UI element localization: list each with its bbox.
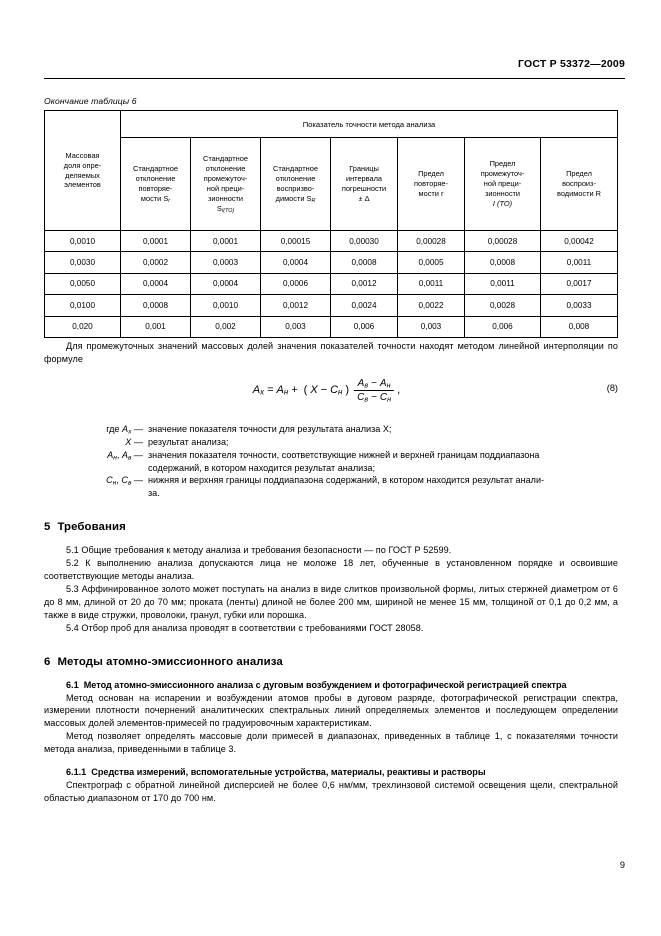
table-cell: 0,0008 (331, 252, 398, 273)
formula-c-lower: $C_н$ (330, 384, 343, 398)
document-body (44, 340, 618, 805)
legend-description: значение показателя точности для результата анализа X; (148, 423, 392, 434)
legend-description: нижняя и верхняя границы поддиапазона содержаний, в котором находится результат анали- (148, 475, 545, 486)
table-cell: 0,0008 (121, 295, 191, 316)
section-heading-6 (44, 656, 618, 668)
formula-comma: , (397, 384, 401, 397)
table-cell: 0,006 (331, 316, 398, 337)
table-cell: 0,0011 (398, 273, 465, 294)
table-cell: 0,0011 (541, 252, 618, 273)
legend-item (44, 449, 618, 462)
section-heading-5 (44, 521, 618, 533)
paragraph-interpolation-intro: Для промежуточных значений массовых долей значения показателей точности находят методом линейной интерполяции по формуле (44, 341, 618, 364)
paragraph-6-1-method-basis: Метод основан на испарении и возбуждении атомов пробы в дуговом разряде, фотографической регистрации спектра, измерении плотности почернений аналитических спектральных линий определяемых элементов и последующем определении массовых долей элементов-примесей по градуировочным характеристикам. (44, 692, 618, 729)
legend-description: результат анализа; (148, 436, 229, 447)
col-header-sd-repeatability: Стандартное отклонение повторяе- мости $S_r$ (121, 138, 191, 231)
formula-numerator: $A_в - A_н$ (357, 377, 391, 390)
col-header-sd-reproducibility: Стандартное отклонение воспризво- димости $S_R$ (261, 138, 331, 231)
page-running-header (44, 58, 625, 80)
table-cell: 0,0006 (261, 273, 331, 294)
table-cell: 0,00030 (331, 231, 398, 252)
table-cell: 0,00015 (261, 231, 331, 252)
table-cell: 0,0030 (45, 252, 121, 273)
paragraph-5-2: 5.2 К выполнению анализа допускаются лица не моложе 18 лет, обученные в установленном порядке и освоившие соответствующие методы анализа. (44, 558, 618, 582)
subsection-heading-6-1-1 (44, 766, 618, 779)
legend-description-cont: содержаний, в котором находится результат анализа; (148, 462, 375, 473)
table-cell: 0,0012 (261, 295, 331, 316)
table-cell: 0,0010 (45, 231, 121, 252)
header-rule (44, 78, 625, 79)
table-row (45, 273, 618, 294)
col-header-sd-intermediate: Стандартное отклонение промежуточ- ной преци- зионности $S_{I(ТО)}$ (191, 138, 261, 231)
paragraph-5-3: 5.3 Аффинированное золото может поступать на анализ в виде слитков произвольной формы, литых стержней диаметром от 6 до 8 мм, длиной от 20 до 70 мм; проката (ленты) длиной не более 200 мм, шириной не менее 15 мм, толщиной от 0,1 до 0,2 мм, а также в виде стружки, проволоки, гранул, губки или порошка. (44, 583, 618, 620)
legend-item (44, 474, 618, 487)
formula-8 (253, 378, 403, 403)
formula-block (44, 378, 618, 412)
table-cell: 0,0012 (331, 273, 398, 294)
table-cell: 0,0004 (121, 273, 191, 294)
subsection-title: Метод атомно-эмиссионного анализа с дуговым возбуждением и фотографической регистрацией спектра (83, 679, 567, 690)
paragraph-5-1: 5.1 Общие требования к методу анализа и требования безопасности — по ГОСТ Р 52599. (66, 545, 452, 556)
table-cell: 0,0004 (261, 252, 331, 273)
section-number: 5 (44, 521, 51, 534)
table-cell: 0,0010 (191, 295, 261, 316)
table-cell: 0,0008 (465, 252, 541, 273)
table-cell: 0,0024 (331, 295, 398, 316)
table-cell: 0,0005 (398, 252, 465, 273)
formula-paren-open: ( (303, 384, 308, 397)
paragraph-5-4: 5.4 Отбор проб для анализа проводят в соответствии с требованиями ГОСТ 28058. (66, 622, 424, 633)
legend-item-cont (44, 462, 618, 475)
legend-term: $A_н$, $A_в$ — (107, 449, 143, 462)
table-row (45, 231, 618, 252)
table-cell: 0,0028 (465, 295, 541, 316)
table-cell: 0,0001 (191, 231, 261, 252)
table-row (45, 316, 618, 337)
formula-equals: = (267, 384, 274, 397)
formula-legend (44, 423, 618, 500)
formula-plus: + (291, 384, 298, 397)
table-cell: 0,0017 (541, 273, 618, 294)
legend-description-cont: за. (148, 488, 160, 499)
legend-item (44, 436, 618, 449)
table-row (45, 252, 618, 273)
legend-term: X — (125, 436, 143, 447)
formula-paren-close: ) (345, 384, 350, 397)
table-cell: 0,001 (121, 316, 191, 337)
subsection-number: 6.1.1 (66, 767, 87, 778)
table-cell: 0,020 (45, 316, 121, 337)
table-cell: 0,0001 (121, 231, 191, 252)
legend-term: где $A_x$ — (106, 423, 143, 436)
standard-number: ГОСТ Р 53372—2009 (517, 58, 625, 70)
section-title: Методы атомно-эмиссионного анализа (57, 655, 283, 668)
formula-fraction (354, 378, 394, 403)
table-row (45, 295, 618, 316)
table-cell: 0,003 (261, 316, 331, 337)
subsection-title: Средства измерений, вспомогательные устройства, материалы, реактивы и растворы (91, 767, 486, 778)
table-cell: 0,0002 (121, 252, 191, 273)
accuracy-table (44, 110, 618, 338)
table-cell: 0,00042 (541, 231, 618, 252)
table-caption: Окончание таблицы 6 (44, 96, 137, 106)
table-cell: 0,0022 (398, 295, 465, 316)
legend-description: значения показателя точности, соответствующие нижней и верхней границам поддиапазона (148, 449, 540, 460)
table-cell: 0,002 (191, 316, 261, 337)
table-cell: 0,008 (541, 316, 618, 337)
table-cell: 0,0033 (541, 295, 618, 316)
table-cell: 0,00028 (465, 231, 541, 252)
col-header-accuracy-span: Показатель точности метода анализа (121, 111, 618, 138)
formula-number: (8) (606, 382, 618, 393)
formula-lhs: $A_x$ (252, 384, 265, 398)
accuracy-table-wrapper (44, 110, 617, 338)
col-header-error-bounds: Границы интервала погрешности ± Δ (331, 138, 398, 231)
page-number: 9 (619, 860, 625, 870)
table-cell: 0,00028 (398, 231, 465, 252)
section-number: 6 (44, 655, 51, 668)
formula-term1: $A_н$ (276, 384, 289, 398)
col-header-limit-intermediate: Предел промежуточ- ной преци- зионности I (ТО) (465, 138, 541, 231)
formula-denominator: $C_в - C_н$ (354, 390, 394, 403)
legend-item-cont (44, 487, 618, 500)
table-cell: 0,0050 (45, 273, 121, 294)
legend-term: $C_н$, $C_в$ — (106, 475, 143, 487)
col-header-mass-fraction: Массовая доля опре- деляемых элементов (45, 111, 121, 231)
table-cell: 0,0003 (191, 252, 261, 273)
table-cell: 0,006 (465, 316, 541, 337)
formula-x: X (310, 384, 318, 397)
table-cell: 0,0100 (45, 295, 121, 316)
table-cell: 0,003 (398, 316, 465, 337)
subsection-heading-6-1 (44, 679, 618, 692)
paragraph-6-1-ranges: Метод позволяет определять массовые доли примесей в диапазонах, приведенных в таблице 1, с показателями точности метода анализа, приведенными в таблице 3. (44, 731, 618, 755)
section-title: Требования (57, 521, 126, 534)
legend-item (44, 423, 618, 436)
col-header-limit-reproducibility: Предел воспроиз- водимости R (541, 138, 618, 231)
table-header-row-cols (45, 138, 618, 231)
paragraph-6-1-1-spectrograph: Спектрограф с обратной линейной дисперсией не более 0,6 нм/мм, трехлинзовой системой освещения щели, спектральной областью диапазоном от 170 до 700 нм. (44, 779, 618, 803)
subsection-number: 6.1 (66, 679, 79, 690)
table-cell: 0,0004 (191, 273, 261, 294)
table-cell: 0,0011 (465, 273, 541, 294)
col-header-limit-repeatability: Предел повторяе- мости r (398, 138, 465, 231)
table-header-row-span (45, 111, 618, 138)
formula-minus: − (320, 384, 328, 397)
